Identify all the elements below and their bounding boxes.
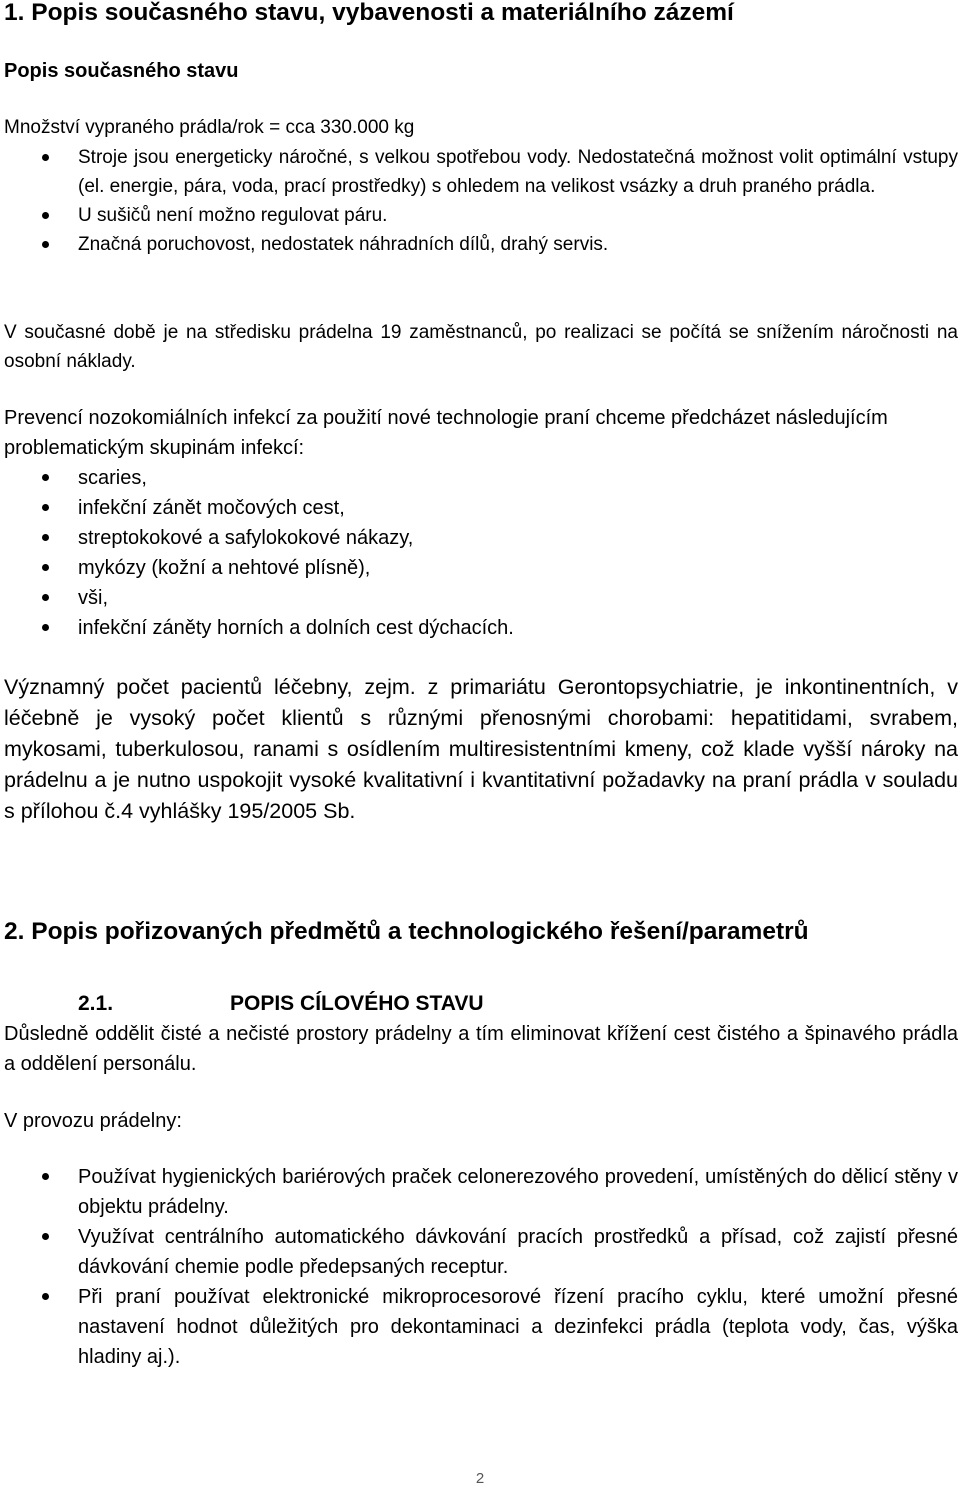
list-item <box>4 201 958 230</box>
quantity-line: Množství vypraného prádla/rok = cca 330.000 kg <box>4 117 415 138</box>
list-item-text: Používat hygienických bariérových praček celonerezového provedení, umístěných do dělicí stěny v objektu prádelny. <box>78 1166 958 1218</box>
list-item <box>4 523 958 553</box>
list-item-text: Značná poruchovost, nedostatek náhradních dílů, drahý servis. <box>78 234 609 255</box>
section-1-heading: 1. Popis současného stavu, vybavenosti a materiálního zázemí <box>4 0 734 26</box>
list-item-text: U sušičů není možno regulovat páru. <box>78 205 388 226</box>
list-item-text: vši, <box>78 587 108 609</box>
list-item-text: infekční zánět močových cest, <box>78 497 345 519</box>
list-item <box>4 1282 958 1372</box>
bullet-icon <box>40 1293 50 1300</box>
patients-paragraph: Významný počet pacientů léčebny, zejm. z primariátu Gerontopsychiatrie, je inkontinentních, v léčebně je vysoký počet klientů s různými přenosnými chorobami: hepatitidami, svrabem, mykosami, tuberkulosou, ranami s osídlením multiresistentními kmeny, což klade vyšší nároky na prádelnu a je nutno uspokojit vysoké kvalitativní i kvantitativní požadavky na praní prádla v souladu s přílohou č.4 vyhlášky 195/2005 Sb. <box>4 675 958 823</box>
list-item <box>4 583 958 613</box>
list-item-text: Stroje jsou energeticky náročné, s velkou spotřebou vody. Nedostatečná možnost volit optimální vstupy (el. energie, pára, voda, prací prostředky) s ohledem na velikost vsázky a druh praného prádla. <box>78 147 958 197</box>
bullet-icon <box>40 474 50 481</box>
subsection-heading <box>4 990 958 1018</box>
list-item-text: streptokokové a safylokokové nákazy, <box>78 527 414 549</box>
bullet-icon <box>40 1173 50 1180</box>
bullet-icon <box>40 594 50 601</box>
bullet-icon <box>40 154 50 161</box>
issues-list <box>4 143 958 259</box>
infections-list <box>4 463 958 643</box>
list-item-text: Využívat centrálního automatického dávkování pracích prostředků a přísad, což zajistí přesné dávkování chemie podle předepsaných receptur. <box>78 1226 958 1278</box>
list-item <box>4 493 958 523</box>
staff-paragraph: V současné době je na středisku prádelna 19 zaměstnanců, po realizaci se počítá se snížením náročnosti na osobní náklady. <box>4 322 958 372</box>
list-item <box>4 463 958 493</box>
target-paragraph: Důsledně oddělit čisté a nečisté prostory prádelny a tím eliminovat křížení cest čistého a špinavého prádla a oddělení personálu. <box>4 1023 958 1075</box>
subsection-title: POPIS CÍLOVÉHO STAVU <box>230 992 484 1015</box>
list-item <box>4 553 958 583</box>
bullet-icon <box>40 624 50 631</box>
subsection-number: 2.1. <box>78 992 114 1015</box>
prevention-paragraph: Prevencí nozokomiálních infekcí za použití nové technologie praní chceme předcházet následujícím problematickým skupinám infekcí: <box>4 407 888 459</box>
list-item <box>4 230 958 259</box>
list-item <box>4 1162 958 1222</box>
bullet-icon <box>40 504 50 511</box>
section-1-subheading: Popis současného stavu <box>4 60 239 82</box>
bullet-icon <box>40 564 50 571</box>
bullet-icon <box>40 241 50 248</box>
operation-label: V provozu prádelny: <box>4 1110 182 1132</box>
section-2-heading: 2. Popis pořizovaných předmětů a technologického řešení/parametrů <box>4 918 809 945</box>
list-item-text: infekční záněty horních a dolních cest dýchacích. <box>78 617 514 639</box>
list-item-text: scaries, <box>78 467 147 489</box>
list-item <box>4 1222 958 1282</box>
list-item <box>4 143 958 201</box>
list-item-text: mykózy (kožní a nehtové plísně), <box>78 557 371 579</box>
bullet-icon <box>40 534 50 541</box>
operation-list <box>4 1162 958 1372</box>
page-number: 2 <box>475 1470 485 1487</box>
bullet-icon <box>40 212 50 219</box>
list-item-text: Při praní používat elektronické mikroprocesorové řízení pracího cyklu, které umožní přesné nastavení hodnot důležitých pro dekontaminaci a dezinfekci prádla (teplota vody, čas, výška hladiny aj.). <box>78 1286 958 1368</box>
bullet-icon <box>40 1233 50 1240</box>
list-item <box>4 613 958 643</box>
